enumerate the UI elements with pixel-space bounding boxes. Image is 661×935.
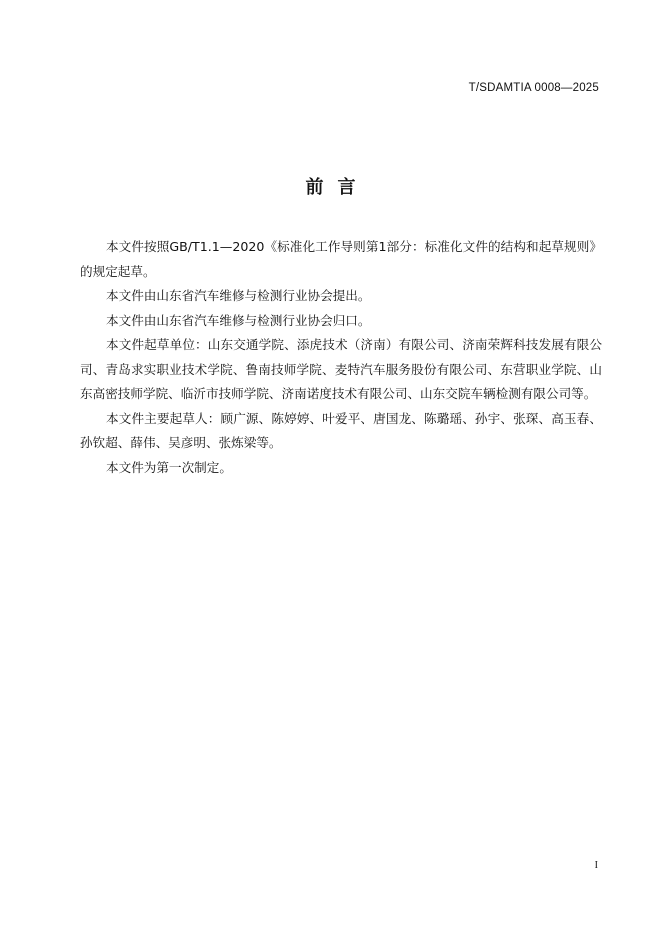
page-title: 前言 — [305, 177, 370, 198]
paragraph-drafting-rules: 本文件按照GB/T1.1—2020《标准化工作导则第1部分：标准化文件的结构和起草规则》的规定起草。 — [80, 239, 602, 279]
paragraph-drafting-units: 本文件起草单位：山东交通学院、添虎技术（济南）有限公司、济南荣辉科技发展有限公司、青岛求实职业技术学院、鲁南技师学院、麦特汽车服务股份有限公司、东营职业学院、山东高密技师学院、临沂市技师学院、济南诺度技术有限公司、山东交院车辆检测有限公司等。 — [80, 337, 602, 401]
paragraph-drafters: 本文件主要起草人：顾广源、陈婷婷、叶爱平、唐国龙、陈璐瑶、孙宇、张琛、高玉春、孙钦超、薛伟、吴彦明、张炼梁等。 — [80, 410, 602, 450]
paragraph-first-edition: 本文件为第一次制定。 — [106, 459, 232, 475]
paragraph-proposed-by: 本文件由山东省汽车维修与检测行业协会提出。 — [106, 288, 371, 303]
document-code: T/SDAMTIA 0008—2025 — [468, 82, 599, 94]
paragraph-centralized-by: 本文件由山东省汽车维修与检测行业协会归口。 — [106, 312, 371, 328]
page-number: I — [594, 860, 598, 871]
foreword-body — [80, 235, 602, 480]
